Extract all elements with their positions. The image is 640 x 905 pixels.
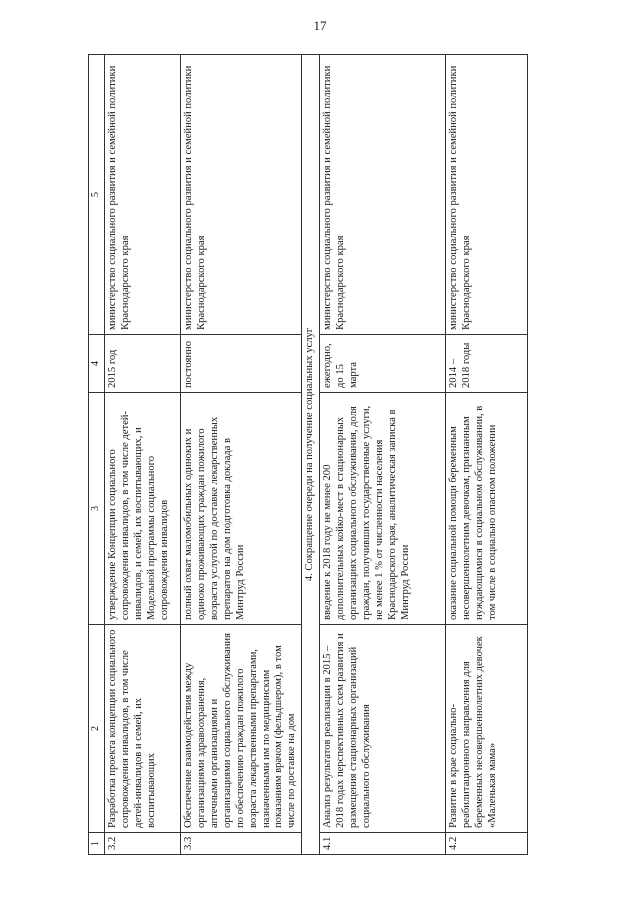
result-cell: полный охват маломобильных одиноких и одиноко проживающих граждан пожилого возраста услугой по доставке лекарственных препаратов на дом подготовка доклада в Минтруд России (181, 393, 302, 625)
term-cell: 2014 – 2018 годы (446, 335, 528, 393)
term-cell: 2015 год (105, 335, 181, 393)
row-number: 3.2 (105, 833, 181, 855)
page-number: 17 (313, 18, 327, 33)
activity-cell: Анализ результатов реализации в 2015 – 2018 годах перспективных схем развития и размещения стационарных организаций социального обслуживания (320, 625, 446, 833)
column-header: 3 (89, 393, 105, 625)
result-cell: утверждение Концепции социального сопровождения инвалидов, в том числе детей-инвалидов, и семей, их воспитывающих, и Модельной программы социального сопровождения инвалидов (105, 393, 181, 625)
row-number: 4.2 (446, 833, 528, 855)
activity-cell: Обеспечение взаимодействия между организациями здравоохранения, аптечными организациями и организациями социального обслуживания по обеспечению граждан пожилого возраста лекарственными препаратами, назначенными им по медицинским показаниям врачом (фельдшером), в том числе по доставке на дом (181, 625, 302, 833)
section-row (302, 55, 320, 855)
result-cell: оказание социальной помощи беременным несовершеннолетним девочкам, признанным нуждающимися в социальном обслуживании, в том числе в социально опасном положении (446, 393, 528, 625)
table-row (105, 55, 181, 855)
activity-cell: Разработка проекта концепции социального сопровождения инвалидов, в том числе детей-инвалидов и семей, их воспитывающих (105, 625, 181, 833)
rotated-table-container (88, 55, 574, 855)
column-header: 1 (89, 833, 105, 855)
executor-cell: министерство социального развития и семейной политики Краснодарского края (446, 55, 528, 335)
executor-cell: министерство социального развития и семейной политики Краснодарского края (105, 55, 181, 335)
row-number: 3.3 (181, 833, 302, 855)
table-row (446, 55, 528, 855)
activity-cell: Развитие в крае социально-реабилитационного направления для беременных несовершеннолетних девочек «Маленькая мама» (446, 625, 528, 833)
term-cell: ежегодно, до 15 марта (320, 335, 446, 393)
row-number: 4.1 (320, 833, 446, 855)
table-row (320, 55, 446, 855)
executor-cell: министерство социального развития и семейной политики Краснодарского края (320, 55, 446, 335)
column-header: 4 (89, 335, 105, 393)
table-header-row (89, 55, 105, 855)
measures-table (88, 54, 528, 855)
column-header: 2 (89, 625, 105, 833)
term-cell: постоянно (181, 335, 302, 393)
executor-cell: министерство социального развития и семейной политики Краснодарского края (181, 55, 302, 335)
section-heading: 4. Сокращение очереди на получение социальных услуг (302, 55, 320, 855)
table-row (181, 55, 302, 855)
column-header: 5 (89, 55, 105, 335)
result-cell: введение к 2018 году не менее 200 дополнительных койко-мест в стационарных организациях социального обслуживания, доля граждан, получивших государственные услуги, не менее 1 % от численности населения Краснодарского края, аналитическая записка в Минтруд России (320, 393, 446, 625)
